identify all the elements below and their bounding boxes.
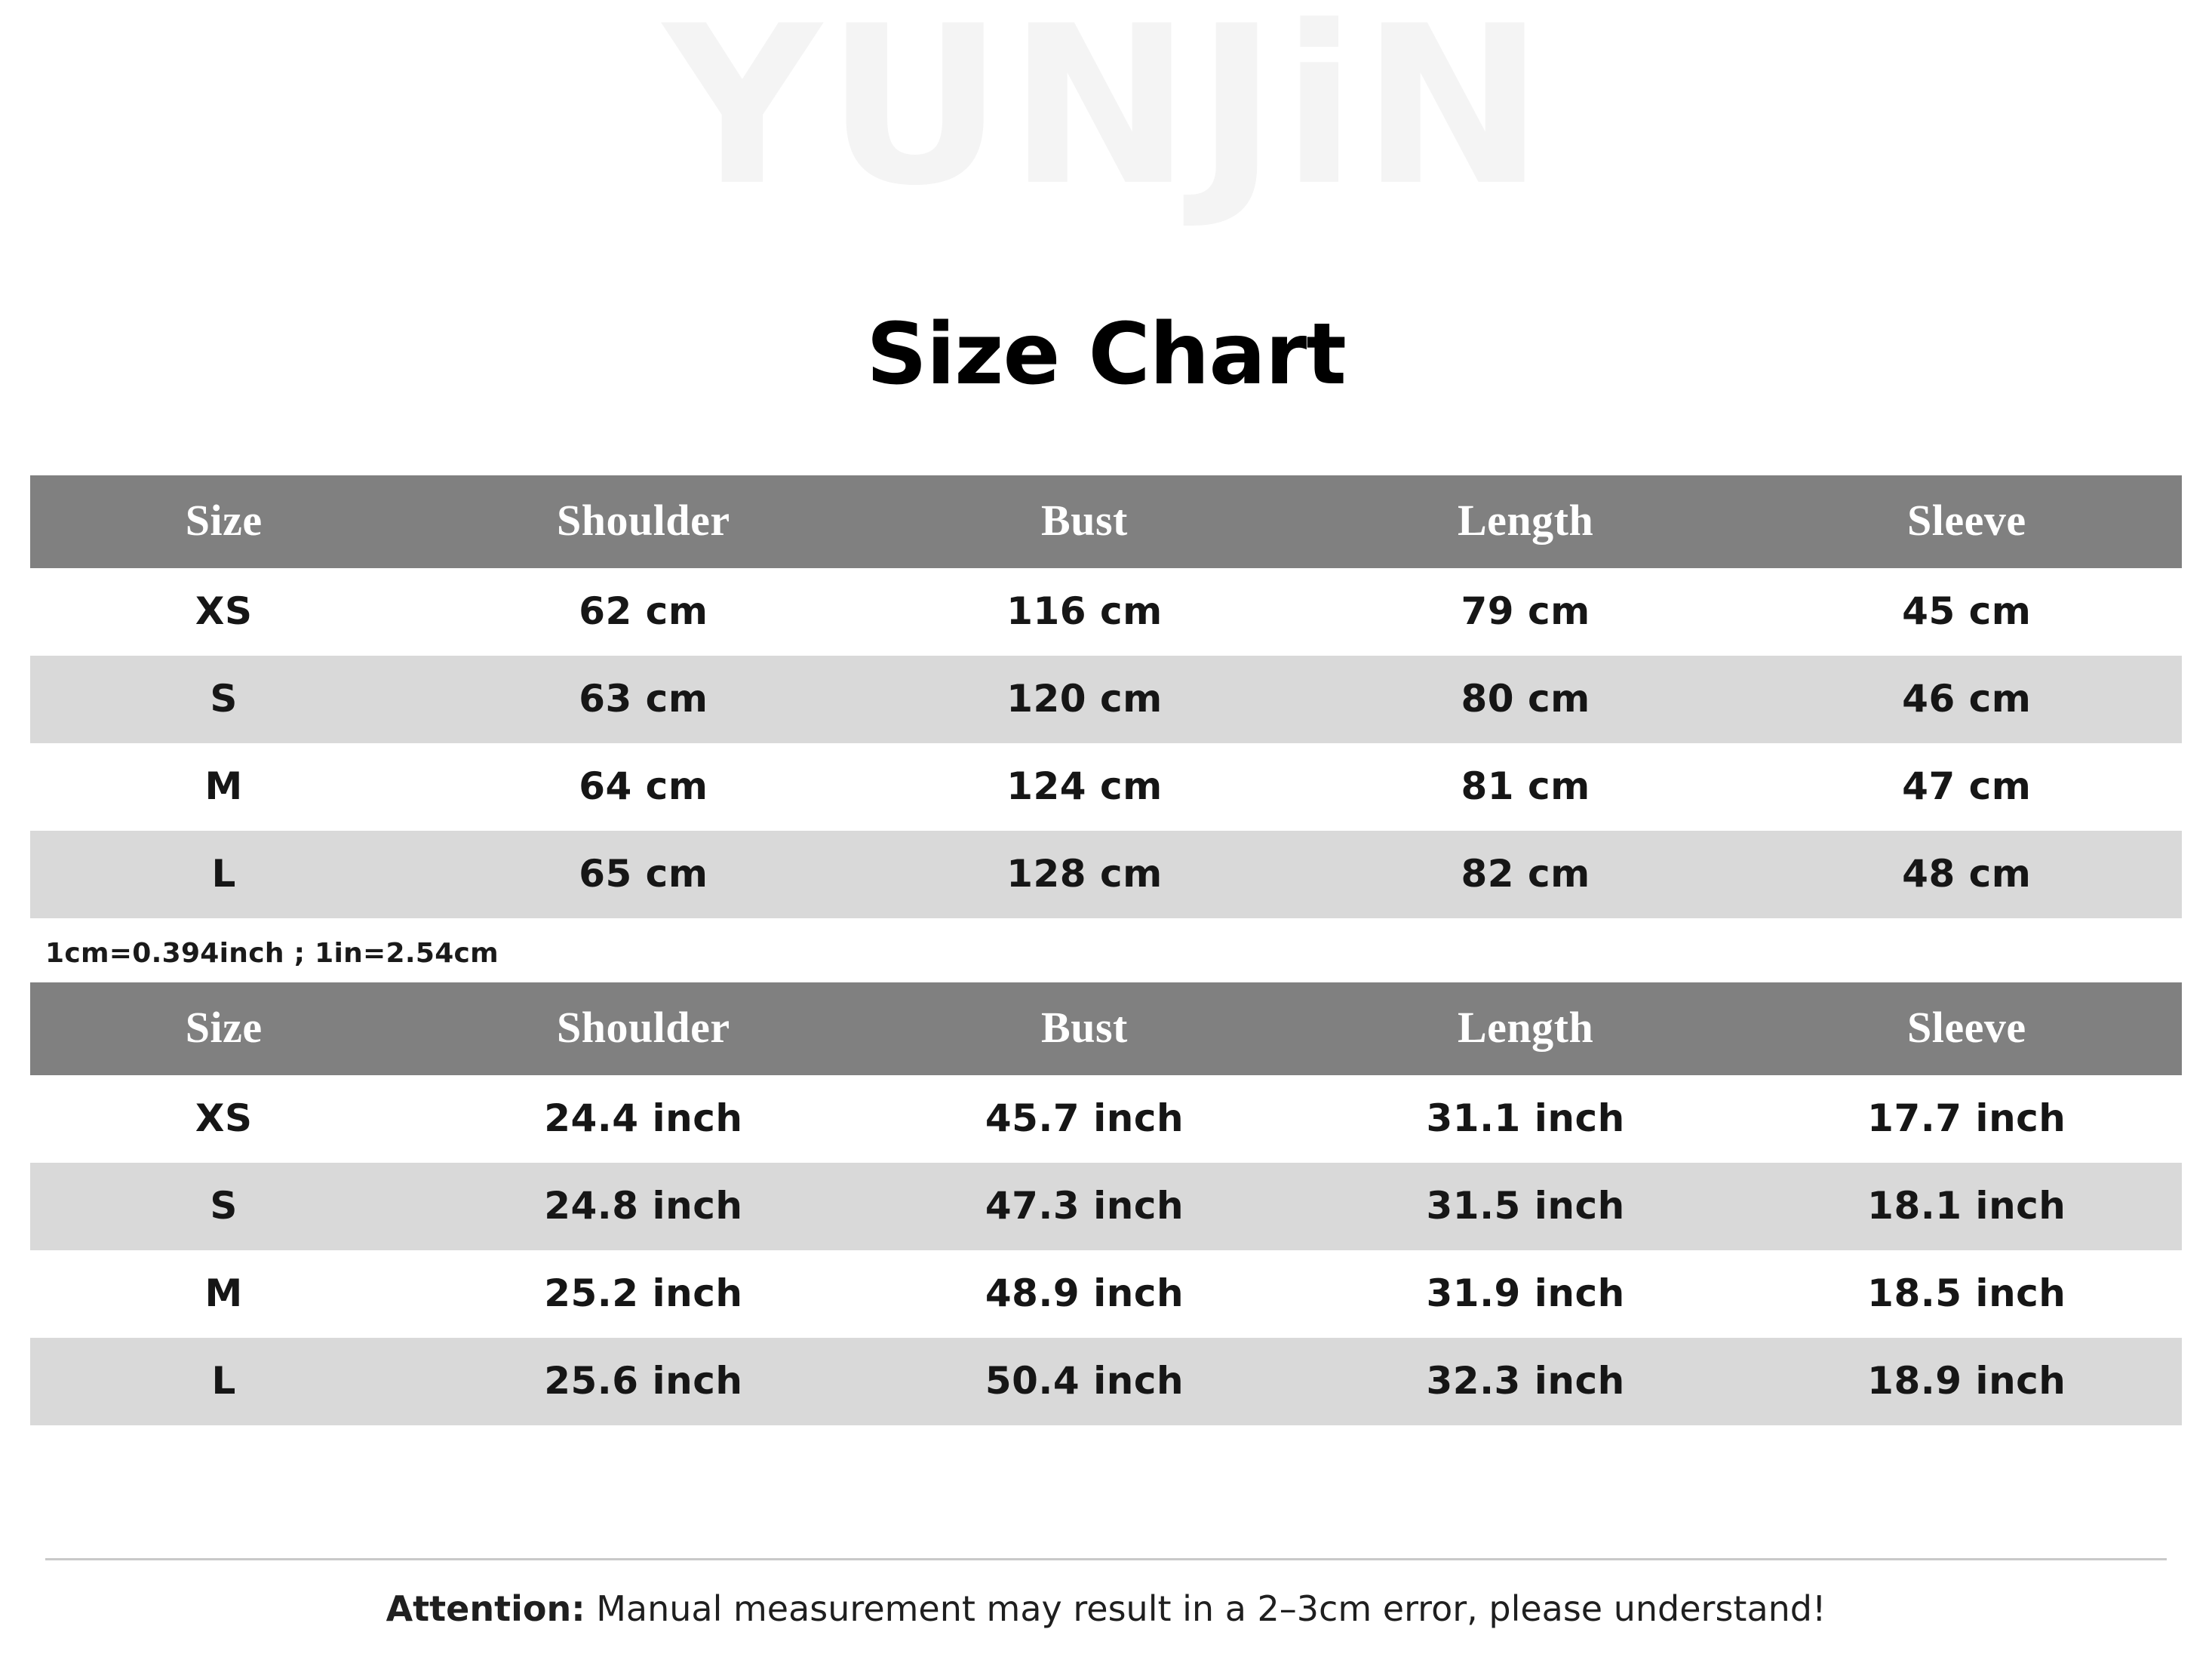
cell-shoulder: 64 cm [417, 743, 869, 831]
column-header-length: Length [1300, 475, 1752, 568]
cell-shoulder: 65 cm [417, 831, 869, 918]
table-row [30, 1163, 2182, 1250]
attention-note [0, 1588, 2212, 1629]
tables-container [30, 475, 2182, 1425]
cell-shoulder: 25.2 inch [417, 1250, 869, 1338]
size-table-cm [30, 475, 2182, 918]
footer-divider [45, 1558, 2167, 1560]
cell-shoulder: 62 cm [417, 568, 869, 656]
cell-bust: 47.3 inch [869, 1163, 1299, 1250]
column-header-size: Size [30, 982, 417, 1075]
cell-sleeve: 18.5 inch [1752, 1250, 2182, 1338]
cell-bust: 48.9 inch [869, 1250, 1299, 1338]
cell-length: 79 cm [1300, 568, 1752, 656]
cell-bust: 128 cm [869, 831, 1299, 918]
cell-sleeve: 47 cm [1752, 743, 2182, 831]
column-header-sleeve: Sleeve [1752, 982, 2182, 1075]
cell-bust: 120 cm [869, 656, 1299, 743]
page-title: Size Chart [866, 306, 1346, 404]
cell-sleeve: 46 cm [1752, 656, 2182, 743]
table-row [30, 656, 2182, 743]
column-header-sleeve: Sleeve [1752, 475, 2182, 568]
cell-length: 80 cm [1300, 656, 1752, 743]
table-row [30, 1338, 2182, 1425]
column-header-size: Size [30, 475, 417, 568]
column-header-shoulder: Shoulder [417, 475, 869, 568]
table-body-cm [30, 568, 2182, 918]
cell-shoulder: 24.8 inch [417, 1163, 869, 1250]
cell-sleeve: 48 cm [1752, 831, 2182, 918]
cell-length: 82 cm [1300, 831, 1752, 918]
column-header-length: Length [1300, 982, 1752, 1075]
table-body-inch [30, 1075, 2182, 1425]
cell-length: 31.5 inch [1300, 1163, 1752, 1250]
attention-text: Manual measurement may result in a 2–3cm error, please understand! [585, 1588, 1826, 1629]
cell-length: 31.1 inch [1300, 1075, 1752, 1163]
cell-sleeve: 18.9 inch [1752, 1338, 2182, 1425]
table-header-inch [30, 982, 2182, 1075]
table-row [30, 1250, 2182, 1338]
cell-size: XS [30, 1075, 417, 1163]
cell-size: S [30, 1163, 417, 1250]
attention-label: Attention: [386, 1588, 585, 1629]
cell-shoulder: 25.6 inch [417, 1338, 869, 1425]
column-header-shoulder: Shoulder [417, 982, 869, 1075]
column-header-bust: Bust [869, 475, 1299, 568]
table-row [30, 1075, 2182, 1163]
table-row [30, 743, 2182, 831]
cell-shoulder: 63 cm [417, 656, 869, 743]
cell-sleeve: 45 cm [1752, 568, 2182, 656]
unit-conversion-note: 1cm=0.394inch ; 1in=2.54cm [45, 938, 499, 969]
cell-length: 31.9 inch [1300, 1250, 1752, 1338]
cell-sleeve: 18.1 inch [1752, 1163, 2182, 1250]
cell-size: M [30, 743, 417, 831]
table-header-row [30, 982, 2182, 1075]
cell-size: XS [30, 568, 417, 656]
cell-size: L [30, 1338, 417, 1425]
cell-size: M [30, 1250, 417, 1338]
size-table-inch [30, 982, 2182, 1425]
cell-size: L [30, 831, 417, 918]
brand-watermark: YUNJiN [662, 0, 1550, 234]
cell-length: 32.3 inch [1300, 1338, 1752, 1425]
cell-bust: 116 cm [869, 568, 1299, 656]
cell-bust: 50.4 inch [869, 1338, 1299, 1425]
column-header-bust: Bust [869, 982, 1299, 1075]
cell-size: S [30, 656, 417, 743]
table-row [30, 831, 2182, 918]
cell-bust: 124 cm [869, 743, 1299, 831]
table-header-cm [30, 475, 2182, 568]
cell-sleeve: 17.7 inch [1752, 1075, 2182, 1163]
table-row [30, 568, 2182, 656]
table-header-row [30, 475, 2182, 568]
cell-bust: 45.7 inch [869, 1075, 1299, 1163]
cell-length: 81 cm [1300, 743, 1752, 831]
cell-shoulder: 24.4 inch [417, 1075, 869, 1163]
